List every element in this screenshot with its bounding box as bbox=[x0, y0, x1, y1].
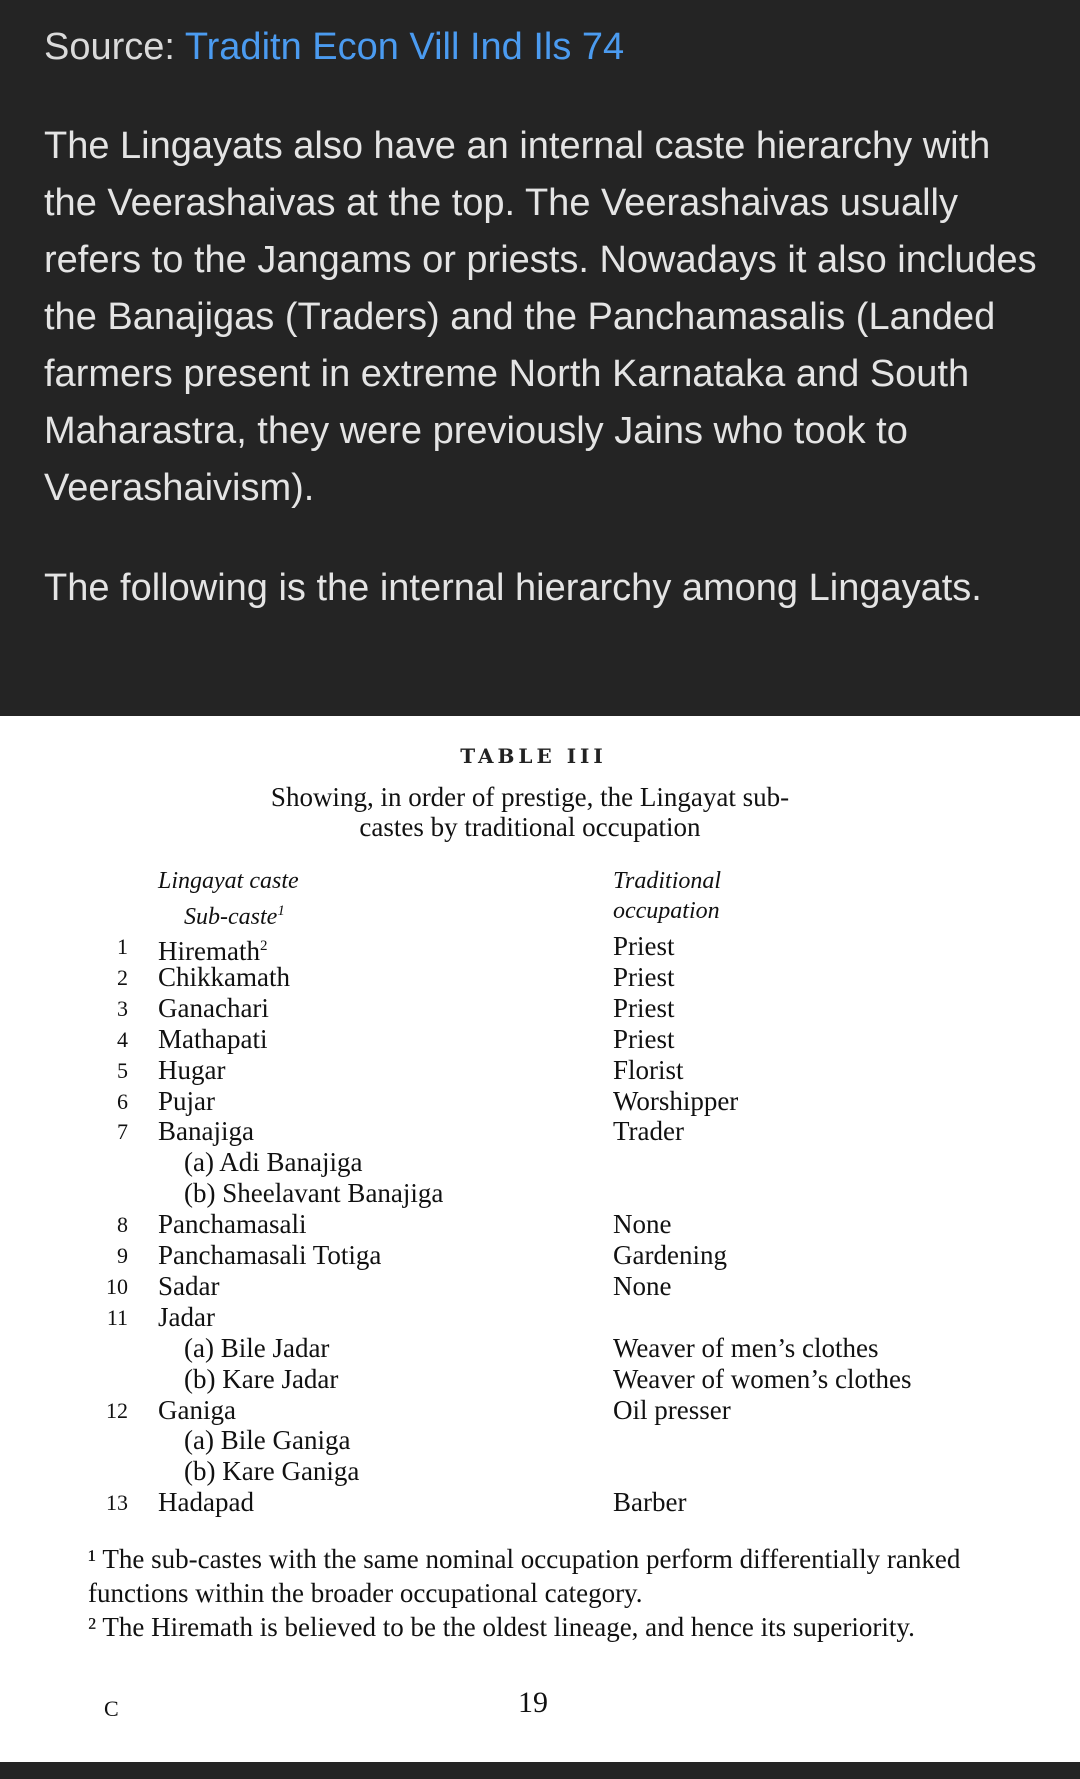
caste-name bbox=[158, 1086, 215, 1117]
page-letter: C bbox=[104, 1696, 119, 1721]
row-number: 2 bbox=[117, 964, 128, 990]
caste-name-text: Banajiga bbox=[158, 1116, 254, 1147]
column-header-caste-text: Sub-caste bbox=[184, 904, 278, 930]
table-row bbox=[0, 993, 1080, 1024]
occupation: None bbox=[613, 1270, 672, 1301]
table-row bbox=[0, 1147, 1080, 1178]
caste-name bbox=[158, 1024, 267, 1055]
occupation: Worshipper bbox=[613, 1085, 739, 1116]
caste-name bbox=[158, 993, 269, 1024]
row-number: 12 bbox=[106, 1397, 128, 1423]
source-link[interactable]: Traditn Econ Vill Ind Ils 74 bbox=[184, 26, 625, 68]
caste-name bbox=[158, 1302, 215, 1333]
occupation: Weaver of women’s clothes bbox=[613, 1363, 912, 1394]
row-number: 7 bbox=[117, 1119, 128, 1145]
caste-name bbox=[158, 1487, 254, 1518]
table-caption: Showing, in order of prestige, the Lingayat sub-castes by traditional occupation bbox=[270, 782, 790, 842]
source-label: Source: bbox=[44, 26, 175, 68]
row-number: 9 bbox=[117, 1243, 128, 1268]
footnote-2: ² The Hiremath is believed to be the oldest lineage, and hence its superiority. bbox=[88, 1612, 915, 1642]
caste-name-text: Sadar bbox=[158, 1270, 220, 1301]
caste-name-text: Hiremath bbox=[158, 936, 260, 966]
occupation: Priest bbox=[613, 1023, 675, 1054]
sub-caste-name: (b) Kare Ganiga bbox=[184, 1456, 360, 1487]
occupation: Priest bbox=[613, 992, 675, 1023]
caste-name-text: Hadapad bbox=[158, 1487, 254, 1518]
caste-name-text: Ganachari bbox=[158, 992, 269, 1023]
caste-name bbox=[158, 1209, 306, 1240]
row-number: 10 bbox=[106, 1273, 128, 1299]
table-row bbox=[0, 1116, 1080, 1147]
row-number: 5 bbox=[117, 1057, 128, 1083]
footnote-ref-1: 1 bbox=[277, 903, 285, 919]
table-row bbox=[0, 1456, 1080, 1487]
occupation: Barber bbox=[613, 1487, 687, 1518]
row-number: 11 bbox=[106, 1304, 128, 1330]
column-header-caste-line2 bbox=[158, 896, 299, 932]
occupation: None bbox=[613, 1209, 672, 1240]
bottom-bar bbox=[0, 1762, 1080, 1779]
caste-name-text: Chikkamath bbox=[158, 961, 290, 992]
table-row bbox=[0, 1240, 1080, 1271]
table-row bbox=[0, 1209, 1080, 1240]
sub-caste-name: (a) Bile Ganiga bbox=[184, 1425, 351, 1456]
occupation: Oil presser bbox=[613, 1394, 731, 1425]
column-header-caste-line1: Lingayat caste bbox=[158, 868, 299, 894]
column-header-occupation-line2: occupation bbox=[613, 898, 720, 924]
table-row bbox=[0, 1086, 1080, 1117]
occupation: Gardening bbox=[613, 1240, 727, 1270]
caste-name bbox=[158, 1395, 236, 1426]
occupation: Priest bbox=[613, 961, 675, 992]
table-row bbox=[0, 1487, 1080, 1518]
sub-caste-name: (b) Kare Jadar bbox=[184, 1363, 339, 1394]
caste-name-text: Panchamasali bbox=[158, 1209, 307, 1240]
table-row bbox=[0, 1395, 1080, 1426]
sub-caste-name: (a) Bile Jadar bbox=[184, 1332, 330, 1363]
caste-name bbox=[158, 1271, 219, 1302]
occupation: Trader bbox=[613, 1116, 684, 1147]
caste-name-text: Mathapati bbox=[158, 1023, 268, 1054]
table-row bbox=[0, 1024, 1080, 1055]
paragraph-2: The following is the internal hierarchy among Lingayats. bbox=[44, 567, 982, 609]
sub-caste-name: (b) Sheelavant Banajiga bbox=[184, 1178, 444, 1209]
caste-name-text: Ganiga bbox=[158, 1394, 236, 1425]
table-title: TABLE III bbox=[460, 744, 607, 768]
occupation: Weaver of men’s clothes bbox=[613, 1332, 879, 1363]
caste-name bbox=[158, 1116, 254, 1147]
caste-name-text: Panchamasali Totiga bbox=[158, 1240, 382, 1270]
row-number: 4 bbox=[117, 1026, 128, 1052]
occupation: Priest bbox=[613, 931, 675, 961]
table-row bbox=[0, 1364, 1080, 1395]
caste-name bbox=[158, 962, 290, 993]
caste-name bbox=[158, 1055, 225, 1086]
sub-caste-name: (a) Adi Banajiga bbox=[184, 1147, 363, 1178]
caste-name-text: Jadar bbox=[158, 1301, 215, 1332]
footnote-1: ¹ The sub-castes with the same nominal occupation perform differentially ranked functions within the broader occupational category. bbox=[88, 1544, 961, 1608]
occupation: Florist bbox=[613, 1054, 684, 1085]
row-number: 3 bbox=[117, 995, 128, 1021]
table-row bbox=[0, 1425, 1080, 1456]
source-line bbox=[44, 26, 624, 69]
row-number: 8 bbox=[117, 1212, 128, 1238]
footnote-ref-2: 2 bbox=[259, 938, 268, 954]
table-row bbox=[0, 962, 1080, 993]
row-number: 1 bbox=[117, 934, 128, 959]
caste-name bbox=[158, 1240, 381, 1271]
row-number: 6 bbox=[117, 1088, 128, 1114]
scanned-table-image[interactable] bbox=[0, 716, 1080, 1762]
page-number: 19 bbox=[518, 1686, 548, 1719]
table-row bbox=[0, 931, 1080, 966]
column-header-occupation-line1: Traditional bbox=[613, 868, 722, 894]
table-row bbox=[0, 1333, 1080, 1364]
table-row bbox=[0, 1302, 1080, 1333]
table-row bbox=[0, 1271, 1080, 1302]
column-header-caste bbox=[158, 866, 299, 932]
table-row bbox=[0, 1178, 1080, 1209]
caste-name-text: Hugar bbox=[158, 1054, 226, 1085]
caste-name-text: Pujar bbox=[158, 1085, 215, 1116]
row-number: 13 bbox=[106, 1490, 128, 1516]
post-text-area bbox=[0, 0, 1080, 716]
table-row bbox=[0, 1055, 1080, 1086]
column-header-occupation bbox=[613, 866, 721, 926]
paragraph-1: The Lingayats also have an internal caste hierarchy with the Veerashaivas at the top. The Veerashaivas usually refers to the Jangams or priests. Nowadays it also includes the Banajigas (Traders) and the Panchamasalis (Landed farmers present in extreme North Karnataka and South Maharastra, they were previously Jains who took to Veerashaivism). bbox=[44, 125, 1037, 509]
